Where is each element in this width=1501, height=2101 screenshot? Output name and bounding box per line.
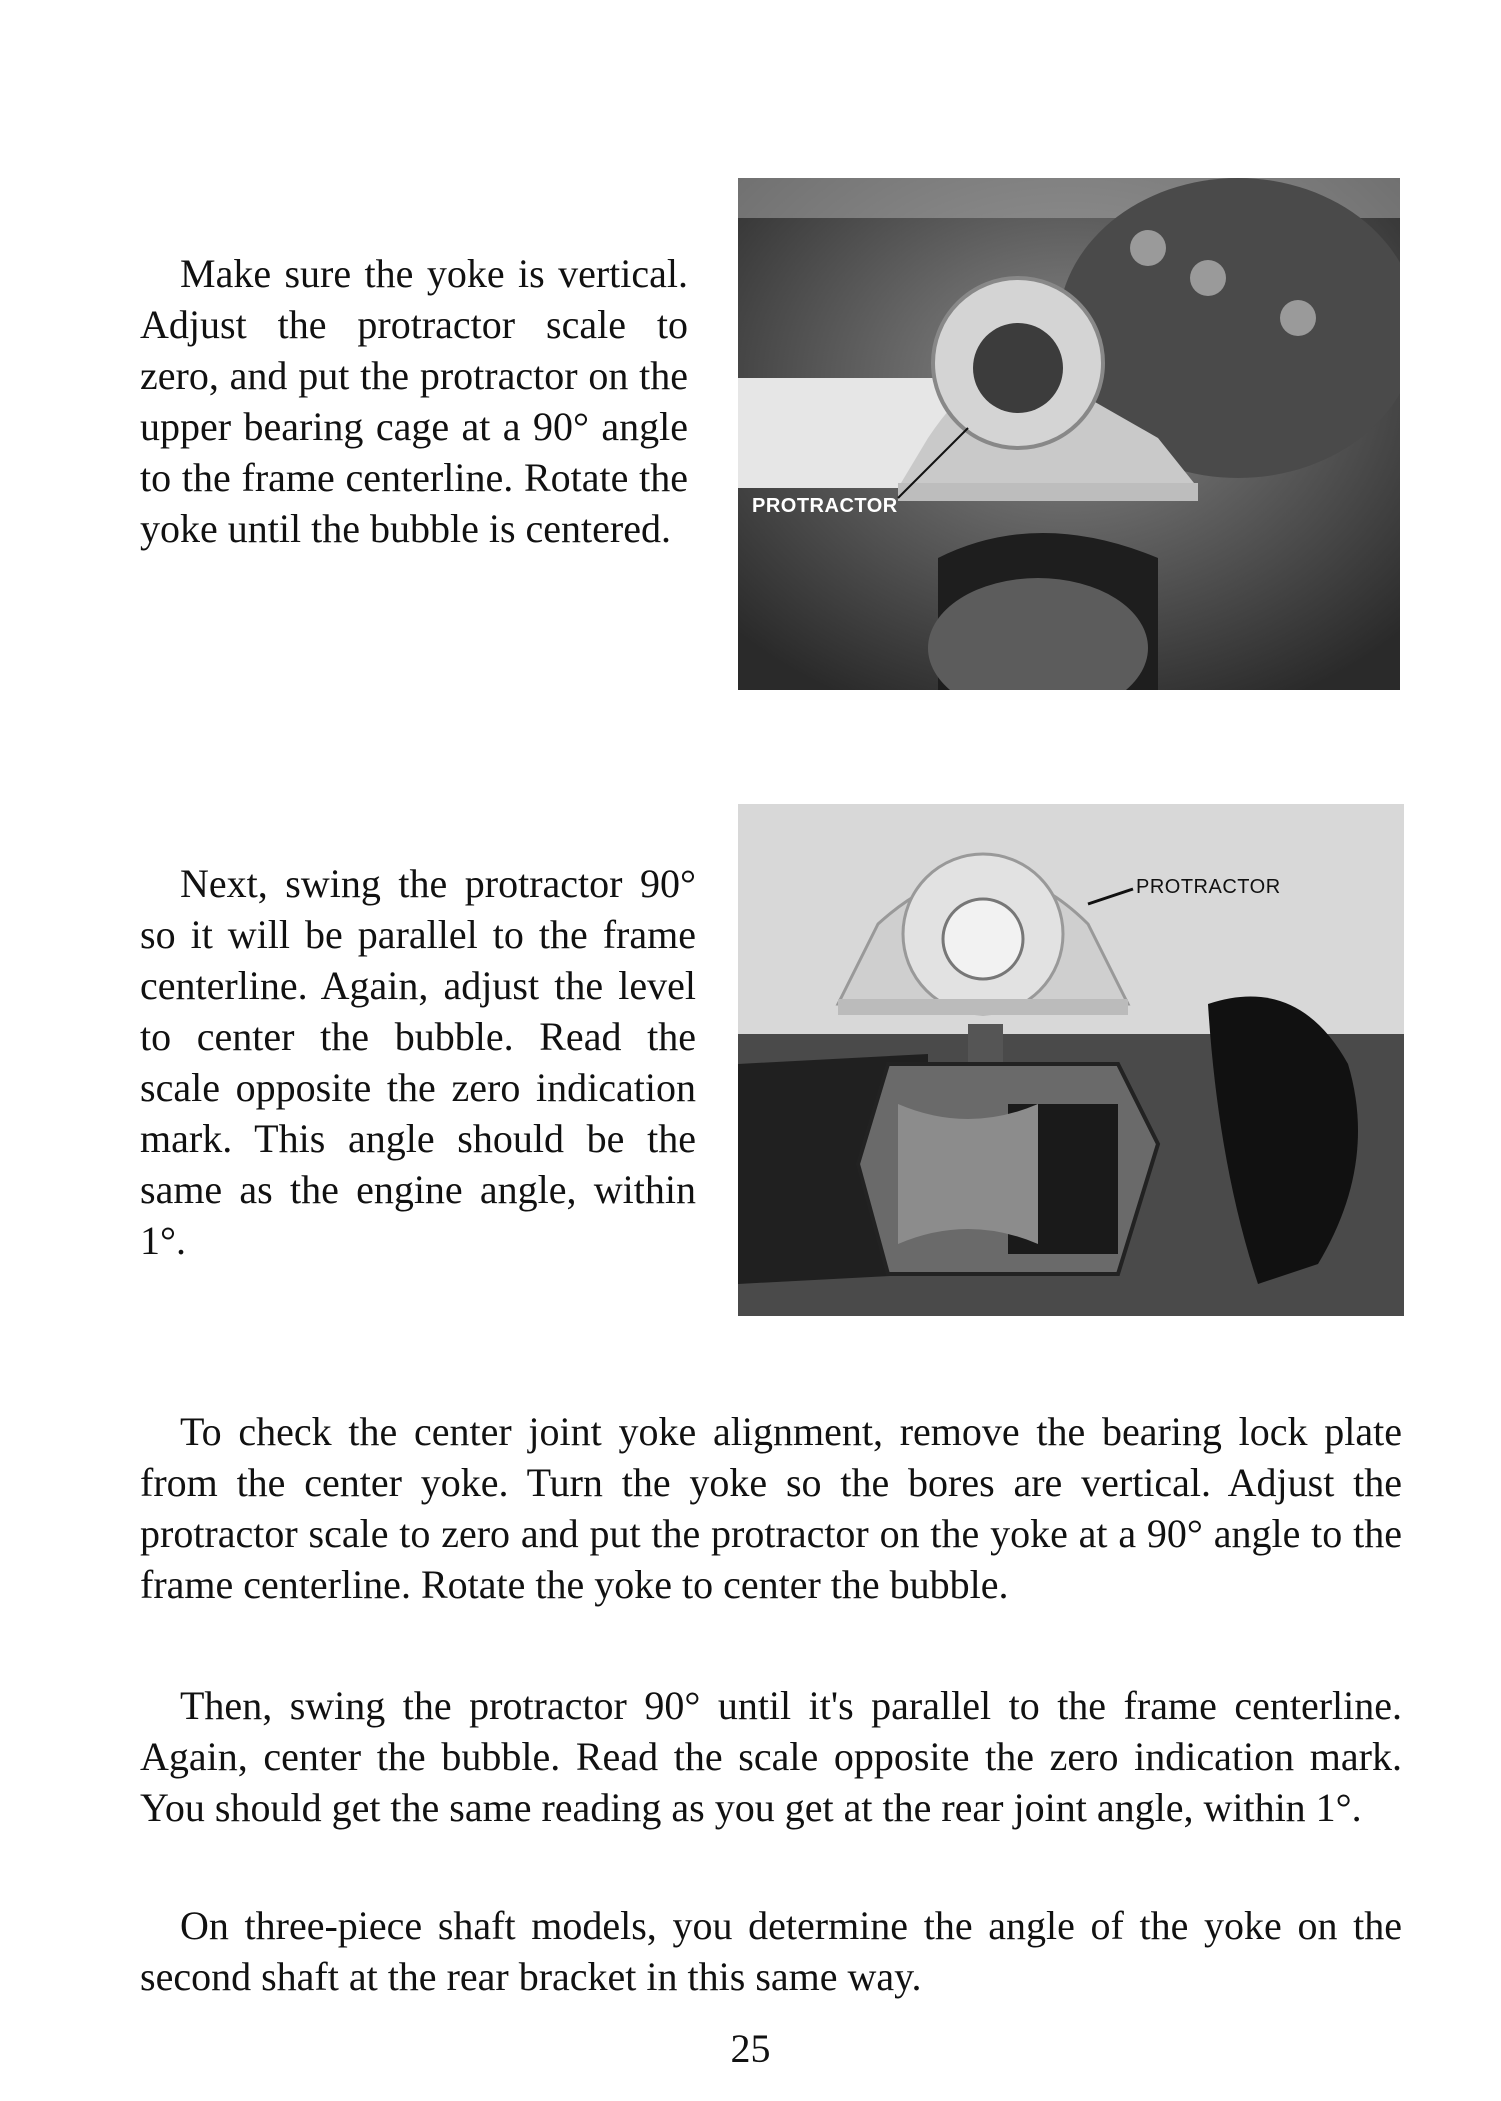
photo-protractor-upper-bearing [738, 178, 1400, 690]
section-2-text: Next, swing the protractor 90° so it will be parallel to the frame centerline. Again, adjust the level to center the bubble. Read the scale opposite the zero indication mark. This angle should be the same as the engine angle, within 1°. [140, 861, 696, 1263]
section-1-text: Make sure the yoke is vertical. Adjust the protractor scale to zero, and put the protractor on the upper bearing cage at a 90° angle to the frame centerline. Rotate the yoke until the bubble is centered. [140, 251, 688, 551]
photo-2-illustration [738, 804, 1404, 1316]
photo-1-callout: PROTRACTOR [752, 495, 898, 517]
page-number: 25 [730, 2026, 771, 2071]
photo-2-callout: PROTRACTOR [1136, 876, 1281, 898]
paragraph-three-piece: On three-piece shaft models, you determine the angle of the yoke on the second shaft at the rear bracket in this same way. [140, 1903, 1402, 1999]
photo-1-illustration [738, 178, 1400, 690]
photo-protractor-parallel [738, 804, 1404, 1316]
paragraph-center-joint: To check the center joint yoke alignment, remove the bearing lock plate from the center yoke. Turn the yoke so the bores are vertical. Adjust the protractor scale to zero and put the protractor on the yoke at a 90° angle to the frame centerline. Rotate the yoke to center the bubble. [140, 1409, 1402, 1607]
paragraph-swing-protractor: Then, swing the protractor 90° until it's parallel to the frame centerline. Again, center the bubble. Read the scale opposite the zero indication mark. You should get the same reading as you get at the rear joint angle, within 1°. [140, 1683, 1402, 1830]
